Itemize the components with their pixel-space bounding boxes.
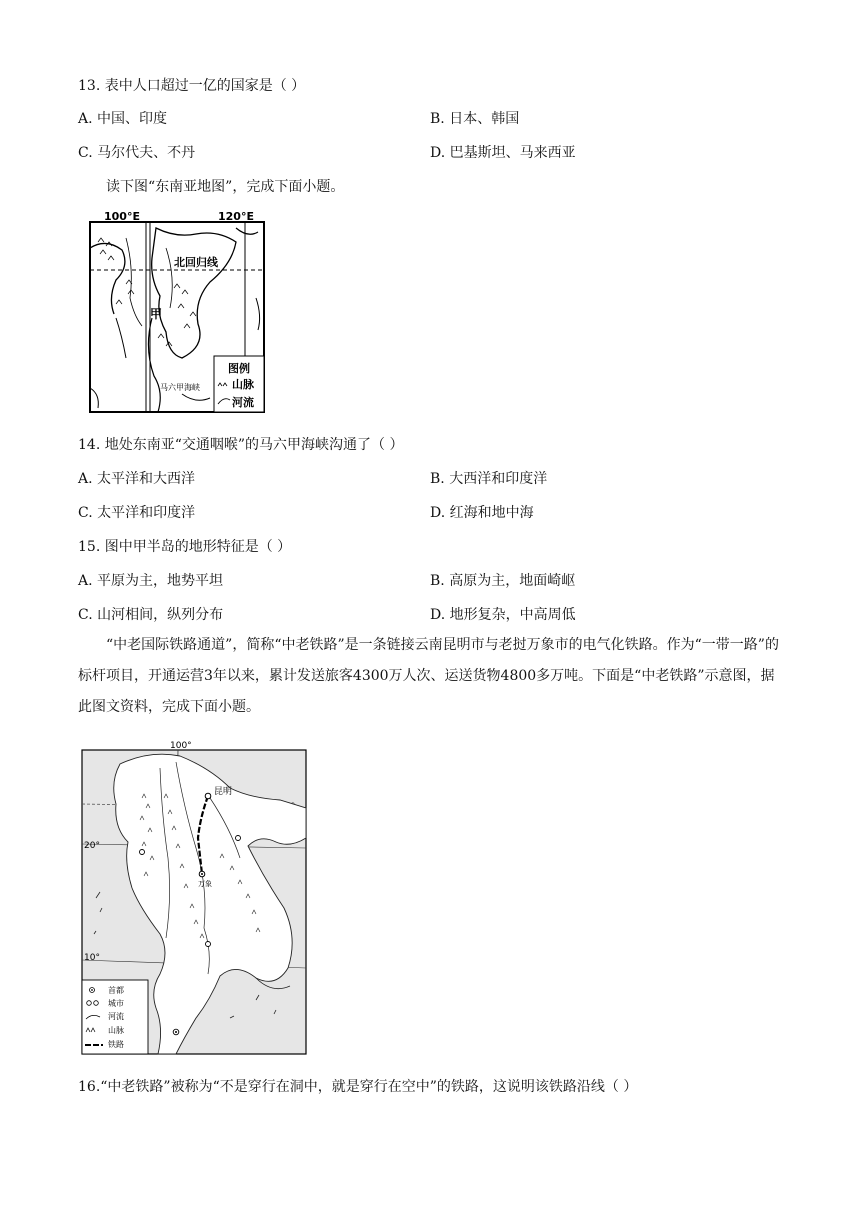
map1-tropic-label: 北回归线	[174, 256, 218, 269]
map2-lon-100: 100°	[170, 741, 192, 751]
question-15-option-c: C. 山河相间，纵列分布	[78, 607, 224, 623]
question-15-option-d: D. 地形复杂，中高周低	[430, 607, 576, 623]
map2-lat-10: 10°	[84, 953, 100, 963]
map2-legend-city-icon	[87, 1001, 92, 1006]
map2-vientiane-label: 万象	[198, 880, 212, 888]
question-16-stem: 16.“中老铁路”被称为“不是穿行在洞中，就是穿行在空中”的铁路，这说明该铁路沿线（ ）	[78, 1079, 638, 1095]
question-15-stem: 15. 图中甲半岛的地形特征是（ ）	[78, 539, 292, 555]
map1-legend-river: 河流	[232, 396, 254, 409]
question-13-option-a: A. 中国、印度	[78, 111, 168, 127]
map1-peninsula-label: 甲	[150, 307, 163, 321]
map2-legend-city: 城市	[108, 999, 124, 1008]
question-15-option-b: B. 高原为主，地面崎岖	[430, 573, 576, 589]
map2-kunming-dot	[205, 793, 211, 799]
map1-lon-120: 120°E	[218, 210, 254, 223]
map2-kunming-label: 昆明	[214, 787, 233, 797]
question-14-option-b: B. 大西洋和印度洋	[430, 471, 548, 487]
southeast-asia-map	[86, 208, 270, 416]
map2-legend-capital: 首都	[108, 986, 124, 995]
question-14-option-d: D. 红海和地中海	[430, 505, 534, 521]
reading-instruction-1: 读下图“东南亚地图”，完成下面小题。	[106, 179, 345, 195]
map2-legend-river: 河流	[108, 1012, 124, 1021]
question-13-option-c: C. 马尔代夫、不丹	[78, 145, 196, 161]
question-13-stem: 13. 表中人口超过一亿的国家是（ ）	[78, 78, 306, 94]
china-laos-railway-map	[80, 738, 308, 1056]
map2-lat-20: 20°	[84, 841, 100, 851]
reading-passage-2: “中老国际铁路通道”，简称“中老铁路”是一条链接云南昆明市与老挝万象市的电气化铁路。作为“一带一路”的标杆项目，开通运营3年以来，累计发送旅客4300万人次、运送货物4800多万吨。下面是“中老铁路”示意图，据此图文资料，完成下面小题。	[78, 637, 779, 715]
question-13-option-b: B. 日本、韩国	[430, 111, 520, 127]
question-14-stem: 14. 地处东南亚“交通咽喉”的马六甲海峡沟通了（ ）	[78, 437, 404, 453]
question-14-option-a: A. 太平洋和大西洋	[78, 471, 196, 487]
question-15-option-a: A. 平原为主，地势平坦	[78, 573, 224, 589]
map2-legend-railway: 铁路	[108, 1040, 124, 1049]
question-13-option-d: D. 巴基斯坦、马来西亚	[430, 145, 576, 161]
map1-strait-label: 马六甲海峡	[160, 383, 200, 392]
map1-legend-mountain: 山脉	[232, 378, 254, 391]
map1-legend-title: 图例	[228, 362, 250, 375]
map1-lon-100: 100°E	[104, 210, 140, 223]
question-14-option-c: C. 太平洋和印度洋	[78, 505, 196, 521]
map2-legend-mountain: 山脉	[108, 1026, 124, 1035]
